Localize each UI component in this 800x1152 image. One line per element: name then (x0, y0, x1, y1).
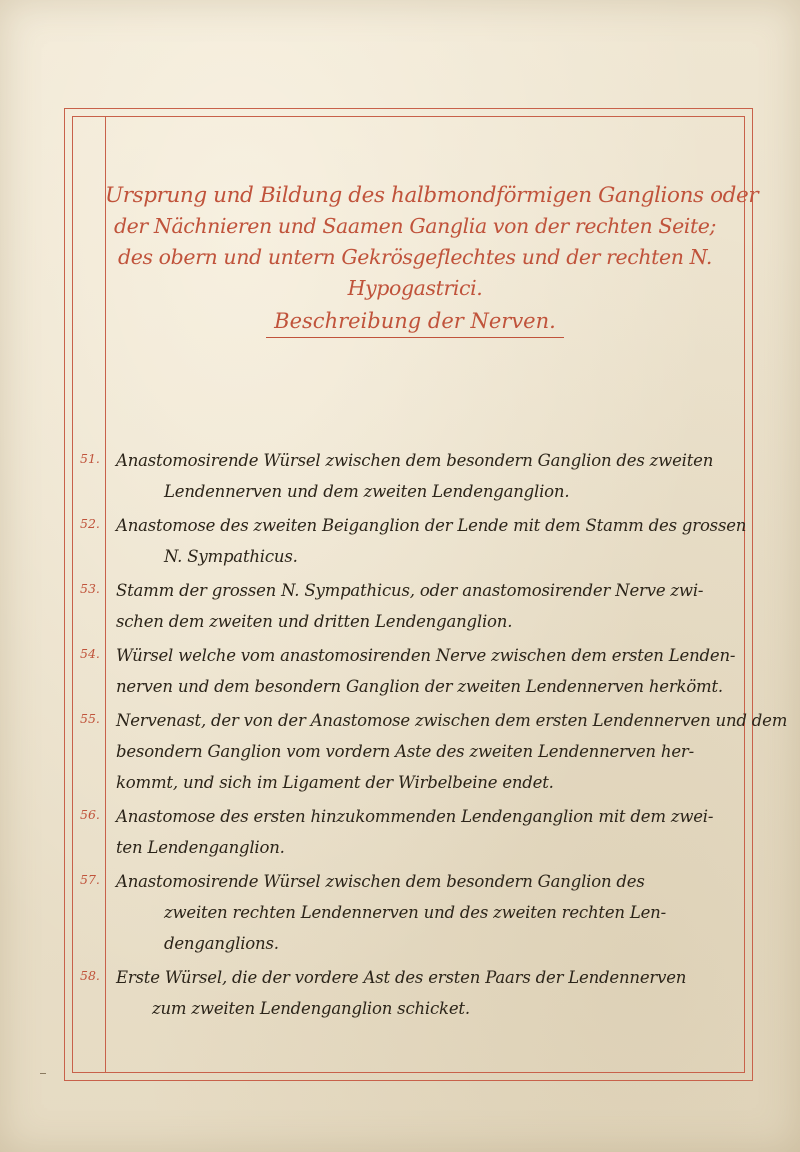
title-line-3: des obern und untern Gekrösgeflechtes und der rechten N. (117, 245, 713, 269)
title-line-1: Ursprung und Bildung des halbmondförmigen Ganglions oder (105, 183, 759, 208)
item-line: ten Lendenganglion. (116, 838, 285, 857)
item-line: Anastomose des ersten hinzukommenden Lendenganglion mit dem zwei- (116, 807, 714, 826)
list-item (80, 866, 720, 959)
item-line: N. Sympathicus. (164, 547, 298, 566)
item-text (116, 640, 736, 702)
item-text (116, 705, 788, 798)
list-item (80, 801, 720, 863)
pencil-mark (40, 1073, 46, 1074)
item-line: Anastomose des zweiten Beiganglion der Lende mit dem Stamm des grossen (116, 516, 747, 535)
item-number: 53. (80, 581, 100, 596)
item-number: 58. (80, 968, 100, 983)
item-line: denganglions. (164, 934, 279, 953)
item-number: 54. (80, 646, 100, 661)
item-line: Erste Würsel, die der vordere Ast des ersten Paars der Lendennerven (116, 968, 687, 987)
item-number: 51. (80, 451, 100, 466)
list-item (80, 962, 720, 1024)
item-number: 55. (80, 711, 100, 726)
section-subtitle: Beschreibung der Nerven. (266, 306, 564, 338)
title-line-2: der Nächnieren und Saamen Ganglia von der rechten Seite; (113, 214, 717, 238)
item-line: Nervenast, der von der Anastomose zwischen dem ersten Lendennerven und dem (116, 711, 788, 730)
item-line: zweiten rechten Lendennerven und des zweiten rechten Len- (164, 903, 666, 922)
item-text (116, 962, 720, 1024)
list-item (80, 510, 747, 572)
list-item (80, 640, 736, 702)
item-line: Stamm der grossen N. Sympathicus, oder anastomosirender Nerve zwi- (116, 581, 704, 600)
list-item (80, 705, 788, 798)
item-line: Anastomosirende Würsel zwischen dem besondern Ganglion des (116, 872, 645, 891)
item-line: Anastomosirende Würsel zwischen dem besondern Ganglion des zweiten (116, 451, 714, 470)
item-text (116, 866, 720, 959)
list-item (80, 445, 720, 507)
item-line: besondern Ganglion vom vordern Aste des zweiten Lendennerven her- (116, 742, 694, 761)
item-line: Lendennerven und dem zweiten Lendenganglion. (164, 482, 570, 501)
item-line: zum zweiten Lendenganglion schicket. (152, 999, 470, 1018)
item-line: kommt, und sich im Ligament der Wirbelbeine endet. (116, 773, 554, 792)
item-line: nerven und dem besondern Ganglion der zweiten Lendennerven herkömt. (116, 677, 723, 696)
item-text (116, 575, 720, 637)
item-line: schen dem zweiten und dritten Lendenganglion. (116, 612, 513, 631)
item-number: 57. (80, 872, 100, 887)
item-text (116, 801, 720, 863)
item-text (116, 510, 747, 572)
item-number: 52. (80, 516, 100, 531)
nerve-description-list (80, 445, 788, 1027)
list-item (80, 575, 720, 637)
title-line-4: Hypogastrici. (347, 276, 483, 300)
item-number: 56. (80, 807, 100, 822)
item-text (116, 445, 720, 507)
page-title (105, 180, 759, 338)
item-line: Würsel welche vom anastomosirenden Nerve zwischen dem ersten Lenden- (116, 646, 736, 665)
